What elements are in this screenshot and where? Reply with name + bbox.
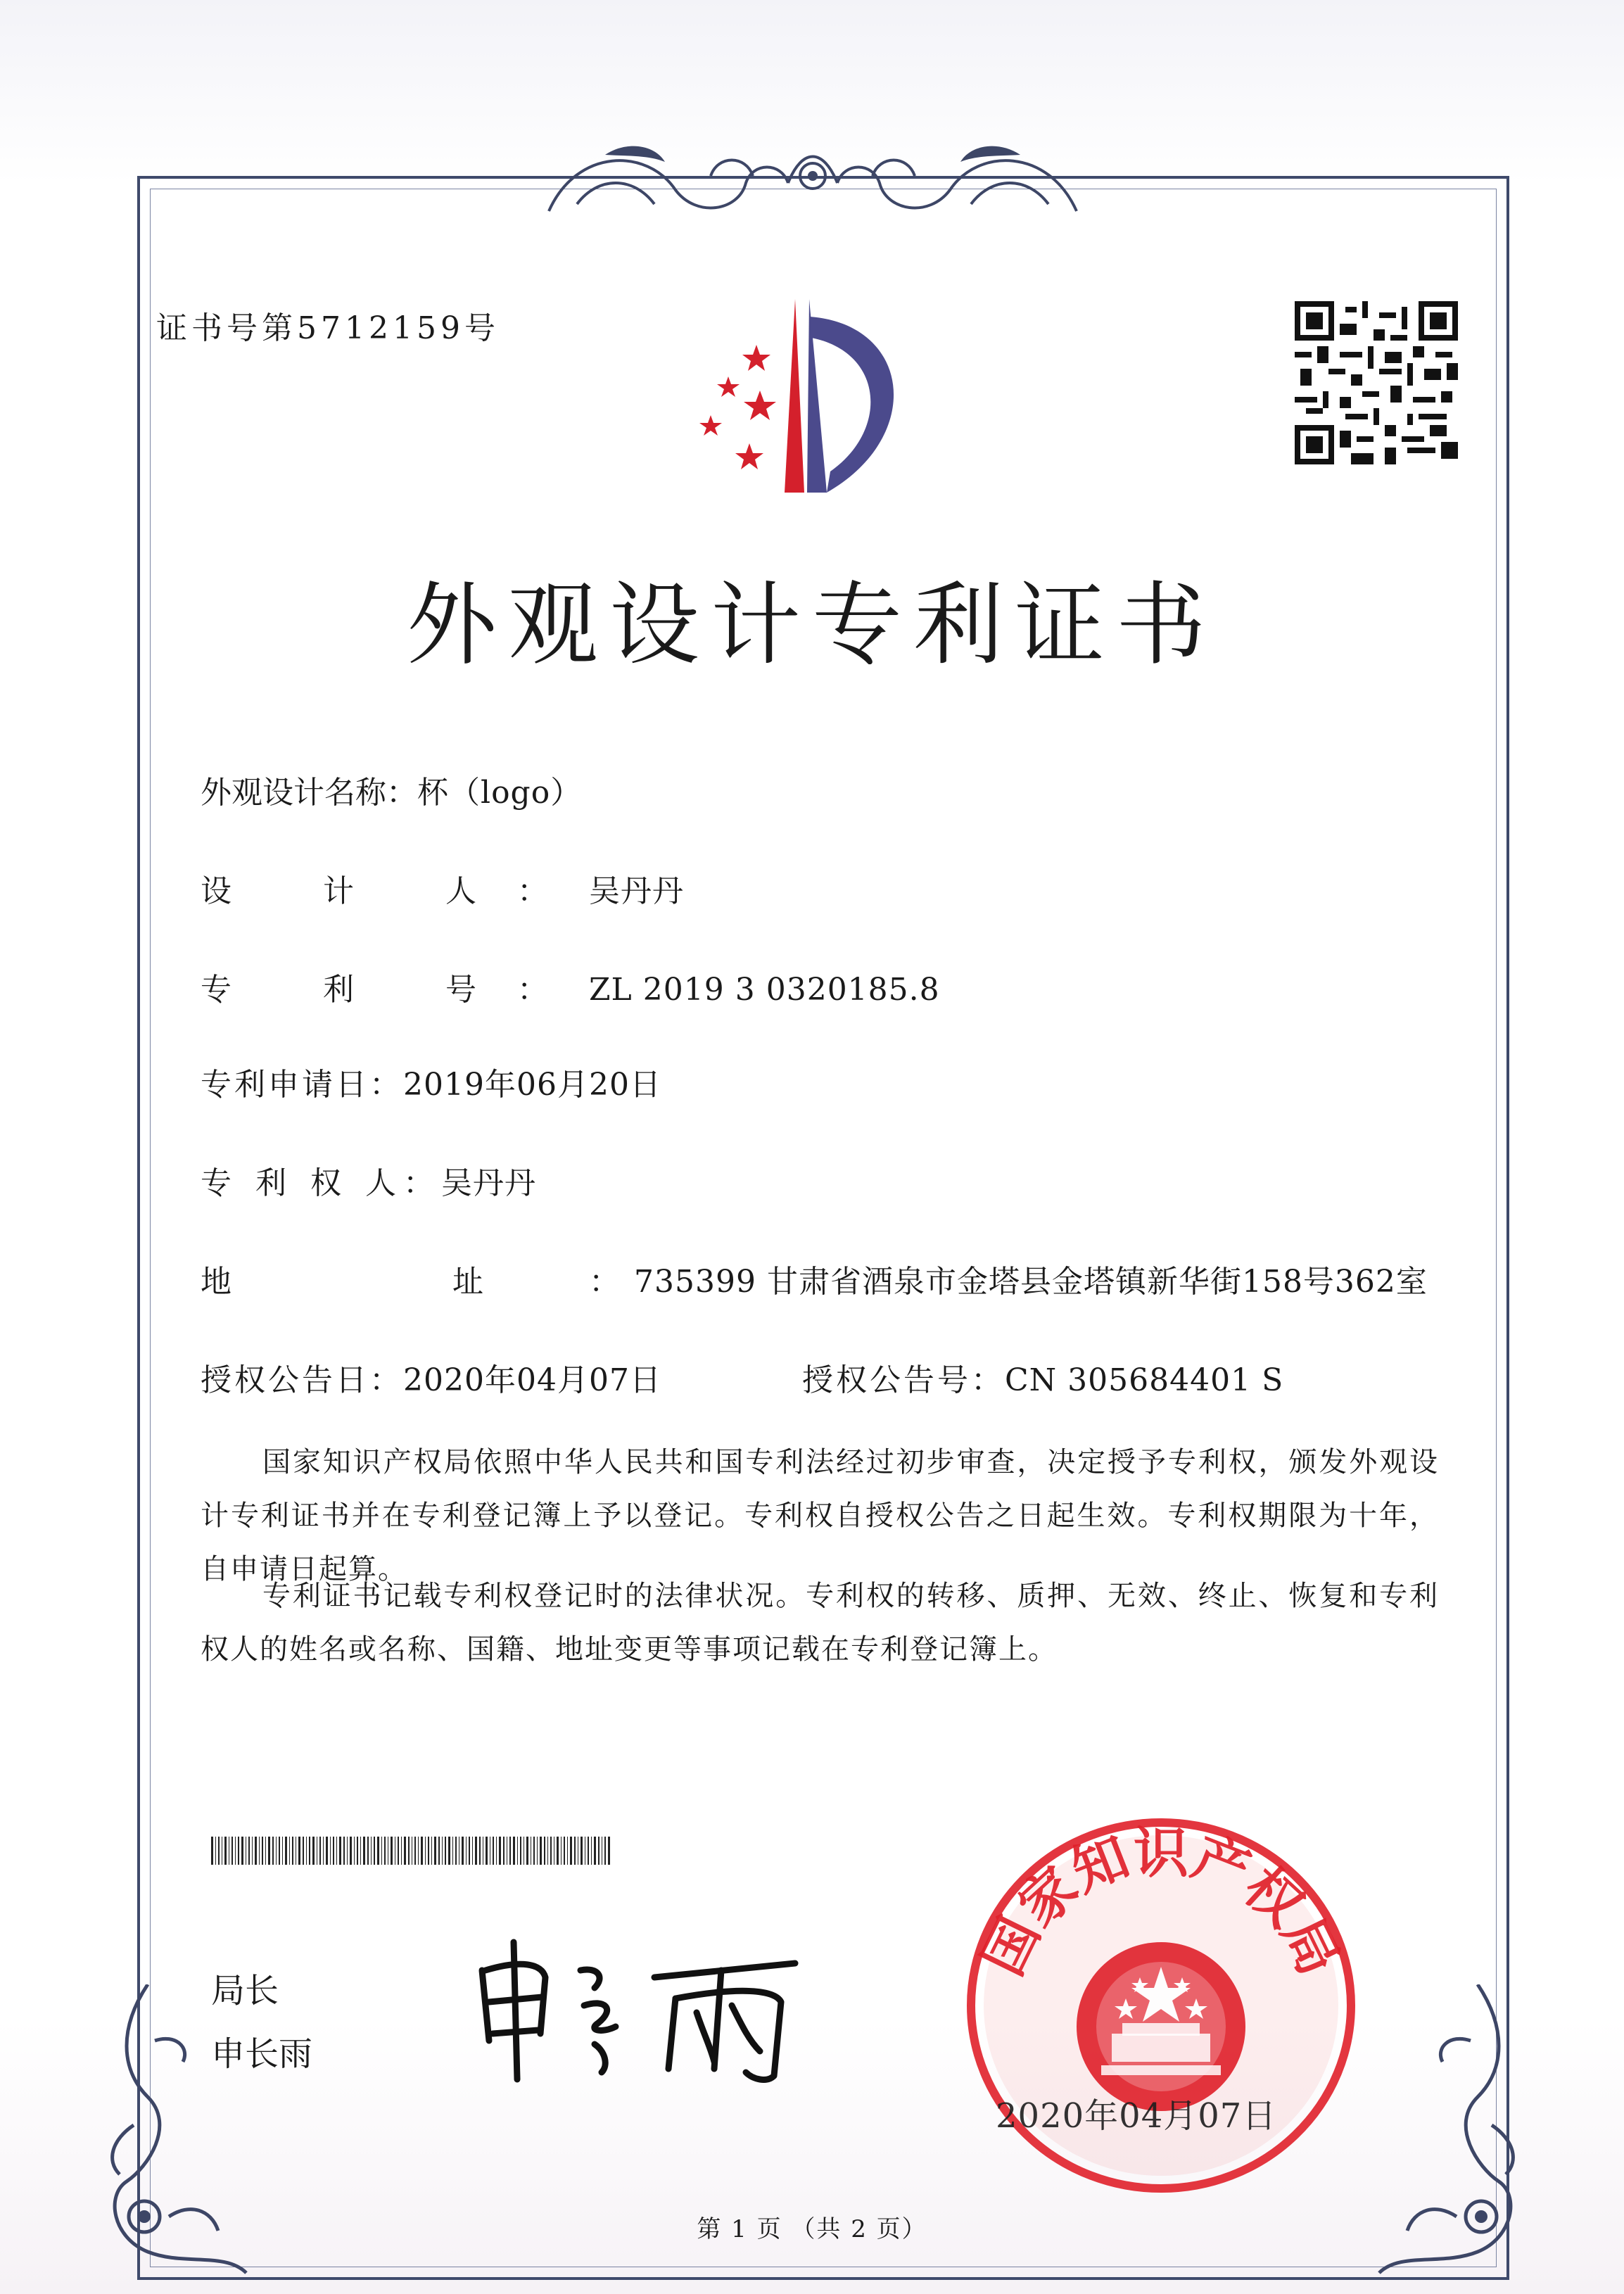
legal-paragraph-2: 专利证书记载专利权登记时的法律状况。专利权的转移、质押、无效、终止、恢复和专利权人的姓名或名称、国籍、地址变更等事项记载在专利登记簿上。 xyxy=(201,1580,1439,1666)
application-date-label: 专利申请日： xyxy=(201,1067,403,1103)
grant-date-label: 授权公告日： xyxy=(201,1362,403,1398)
seal-date: 2020年04月07日 xyxy=(996,2096,1277,2136)
grant-number-field xyxy=(802,1355,1283,1400)
grant-date-field xyxy=(201,1355,661,1400)
application-date-field xyxy=(201,1059,661,1104)
patent-number-field xyxy=(201,964,940,1009)
patent-number-label: 专 利 号： xyxy=(201,972,589,1008)
design-name-field xyxy=(201,767,582,812)
page-title: 外观设计专利证书 xyxy=(406,573,1217,678)
qr-code-icon xyxy=(1295,301,1458,464)
cnipa-logo-icon xyxy=(686,296,939,507)
address-value: 735399 甘肃省酒泉市金塔县金塔镇新华街158号362室 xyxy=(634,1264,1428,1300)
national-emblem-icon xyxy=(1077,1942,1245,2111)
director-signature xyxy=(464,1928,816,2090)
certificate-number: 证书号第5712159号 xyxy=(156,310,500,346)
barcode-icon xyxy=(211,1837,612,1865)
address-label: 地 址： xyxy=(201,1264,725,1300)
patentee-label: 专 利 权 人： xyxy=(201,1165,441,1201)
grant-number-label: 授权公告号： xyxy=(802,1362,1005,1398)
application-date-value: 2019年06月20日 xyxy=(403,1067,661,1103)
seal-text: 国家知识产权局 xyxy=(971,1822,1351,1985)
address-field xyxy=(201,1256,1428,1301)
patent-number-value: ZL 2019 3 0320185.8 xyxy=(588,972,940,1008)
grant-number-value: CN 305684401 S xyxy=(1005,1362,1284,1398)
legal-paragraph-1: 国家知识产权局依照中华人民共和国专利法经过初步审查，决定授予专利权，颁发外观设计专利证书并在专利登记簿上予以登记。专利权自授权公告之日起生效。专利权期限为十年，自申请日起算。 xyxy=(201,1446,1439,1585)
design-name-label: 外观设计名称： xyxy=(201,775,417,811)
designer-value: 吴丹丹 xyxy=(588,873,684,909)
page-number: 第 1 页 （共 2 页） xyxy=(697,2215,927,2243)
patentee-field xyxy=(201,1158,536,1203)
director-name: 申长雨 xyxy=(211,2034,313,2074)
design-name-value: 杯（logo） xyxy=(417,775,583,811)
patentee-value: 吴丹丹 xyxy=(440,1165,536,1201)
grant-date-value: 2020年04月07日 xyxy=(403,1362,661,1398)
director-title: 局长 xyxy=(211,1971,279,2010)
top-ornament-icon xyxy=(535,134,1091,232)
designer-label: 设 计 人： xyxy=(201,873,589,909)
cnipa-seal xyxy=(953,1808,1369,2203)
designer-field xyxy=(201,866,684,911)
